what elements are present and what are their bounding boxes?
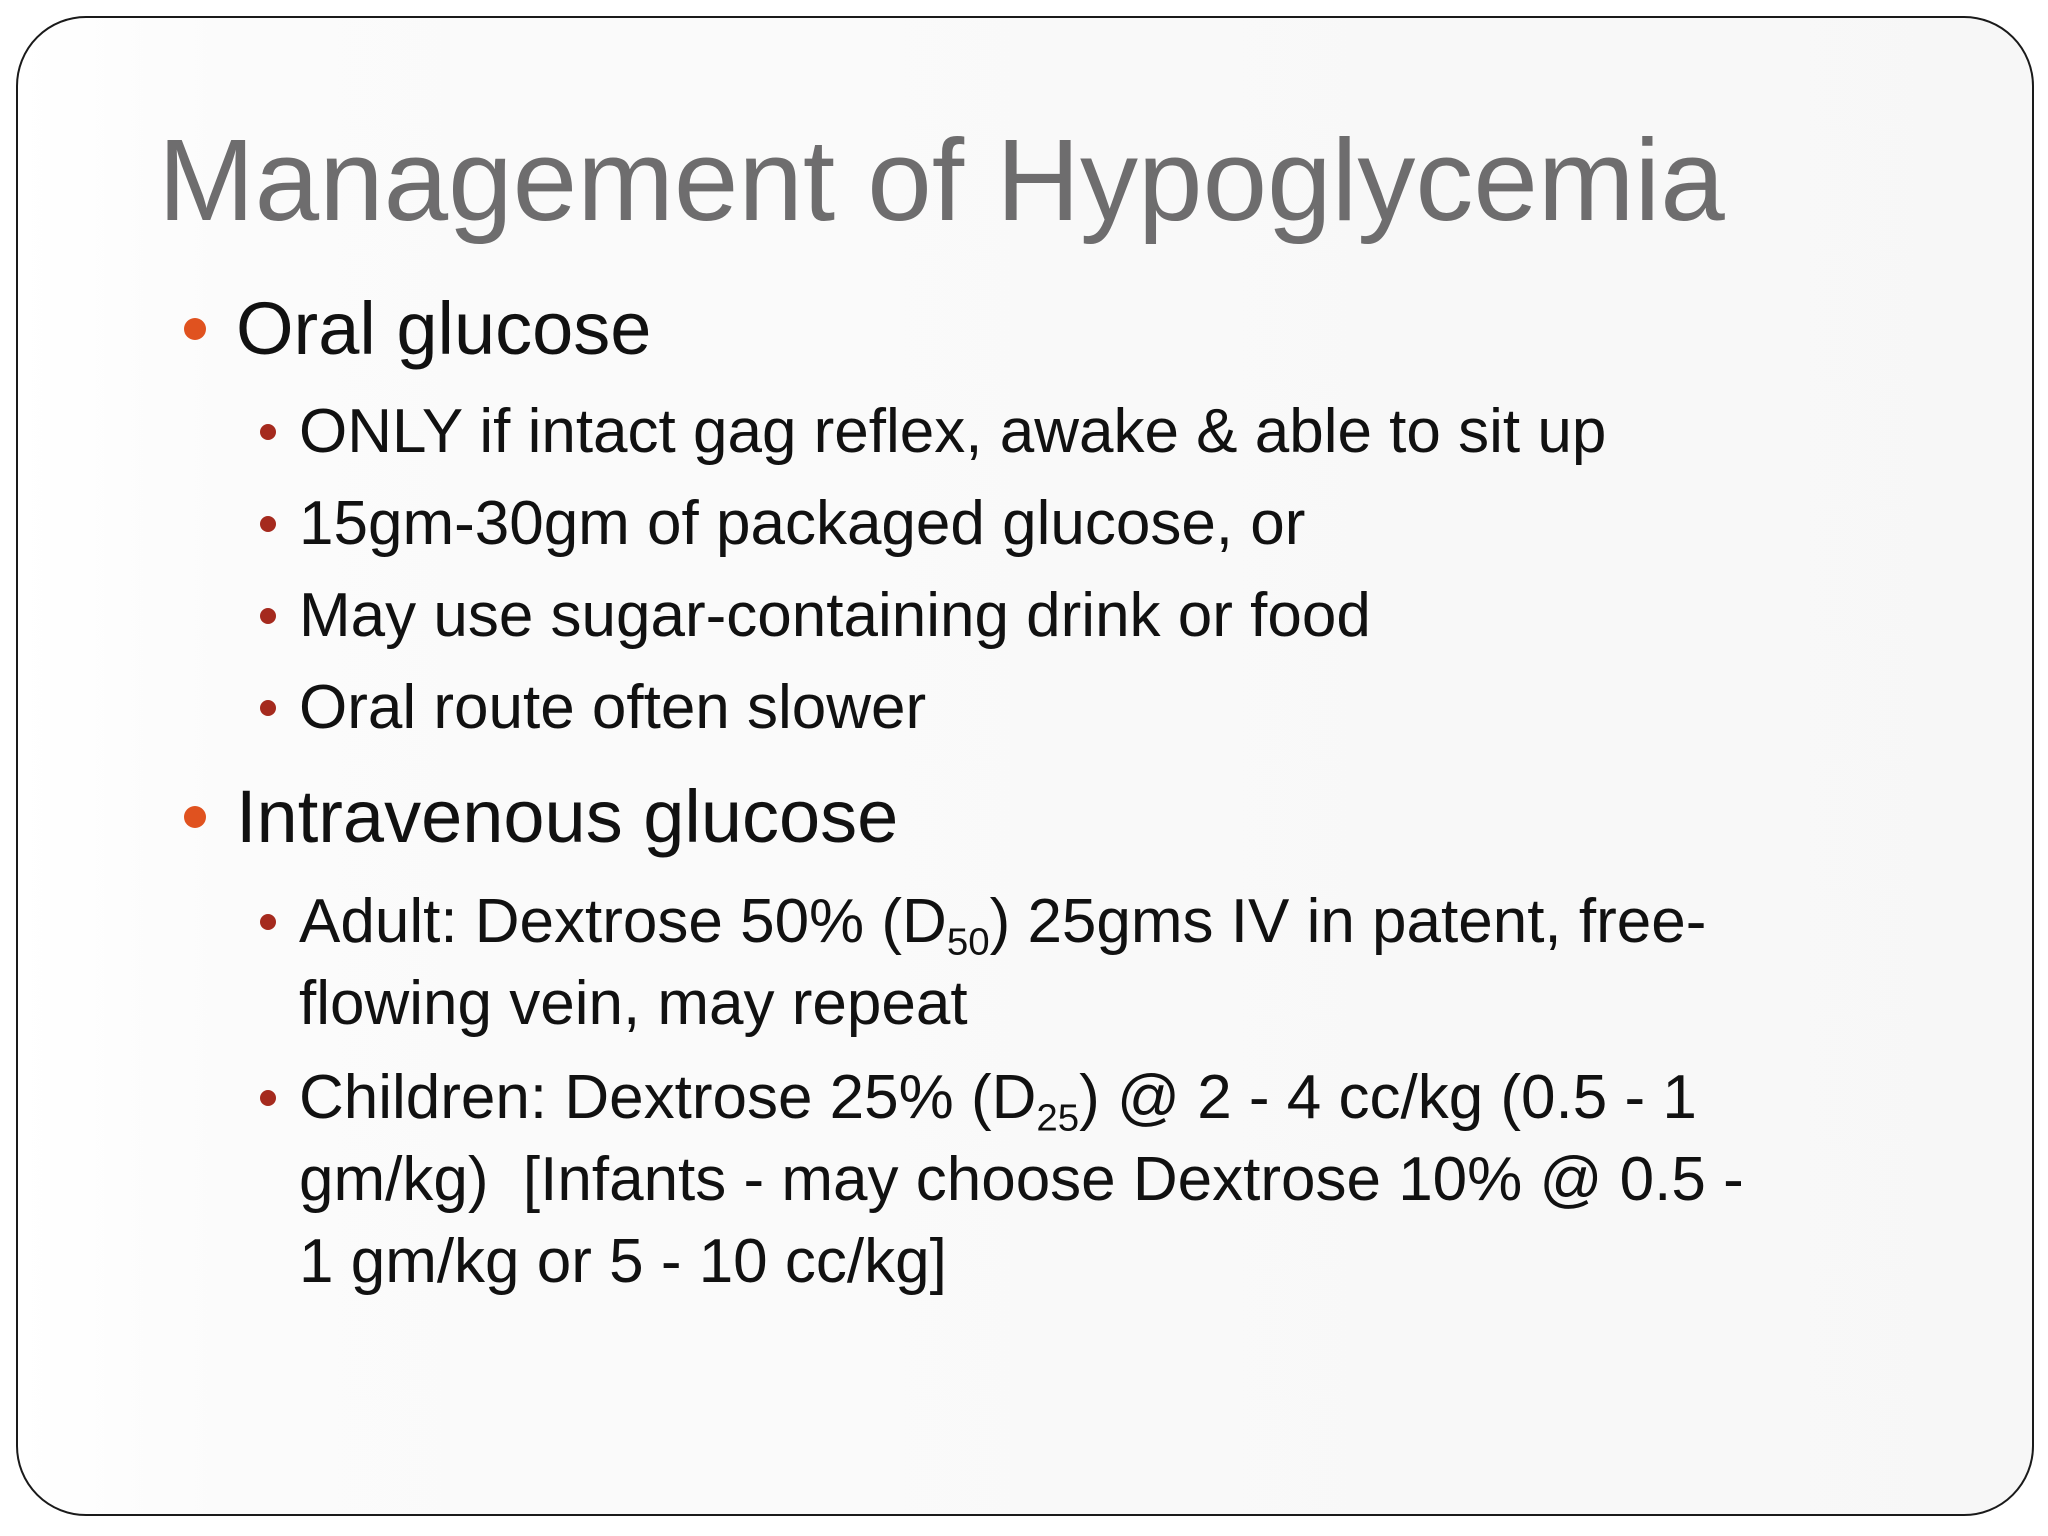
adult-text: Adult: Dextrose 50% (D xyxy=(299,887,947,956)
bullet-level2-icon xyxy=(260,516,276,532)
slide-title: Management of Hypoglycemia xyxy=(158,115,1725,245)
slide xyxy=(16,16,2034,1516)
bullet-level2-icon xyxy=(260,1090,276,1106)
bullet-level1-icon xyxy=(184,318,206,340)
adult-line-1 xyxy=(299,881,1939,963)
bullet-level1-icon xyxy=(184,806,206,828)
adult-line-2: flowing vein, may repeat xyxy=(299,969,968,1038)
bullet-level2-icon xyxy=(260,608,276,624)
slide-body xyxy=(18,18,2032,1514)
list-item-children xyxy=(299,1057,1939,1303)
list-item: May use sugar-containing drink or food xyxy=(299,581,1371,650)
list-item: 15gm-30gm of packaged glucose, or xyxy=(299,489,1306,558)
children-line-1 xyxy=(299,1057,1939,1139)
section-heading-oral: Oral glucose xyxy=(236,287,652,370)
bullet-level2-icon xyxy=(260,914,276,930)
list-item-adult xyxy=(299,881,1939,1045)
bullet-level2-icon xyxy=(260,424,276,440)
adult-text: ) 25gms IV in patent, free- xyxy=(989,887,1707,956)
children-line-2: gm/kg) [Infants - may choose Dextrose 10% @ 0.5 - xyxy=(299,1145,1744,1214)
bullet-level2-icon xyxy=(260,700,276,716)
children-text: ) @ 2 - 4 cc/kg (0.5 - 1 xyxy=(1079,1063,1697,1132)
list-item: Oral route often slower xyxy=(299,673,927,742)
subscript: 25 xyxy=(1036,1096,1080,1140)
subscript: 50 xyxy=(946,920,990,964)
children-text: Children: Dextrose 25% (D xyxy=(299,1063,1037,1132)
children-line-3: 1 gm/kg or 5 - 10 cc/kg] xyxy=(299,1227,947,1296)
list-item: ONLY if intact gag reflex, awake & able to sit up xyxy=(299,397,1607,466)
section-heading-intravenous: Intravenous glucose xyxy=(236,775,899,858)
